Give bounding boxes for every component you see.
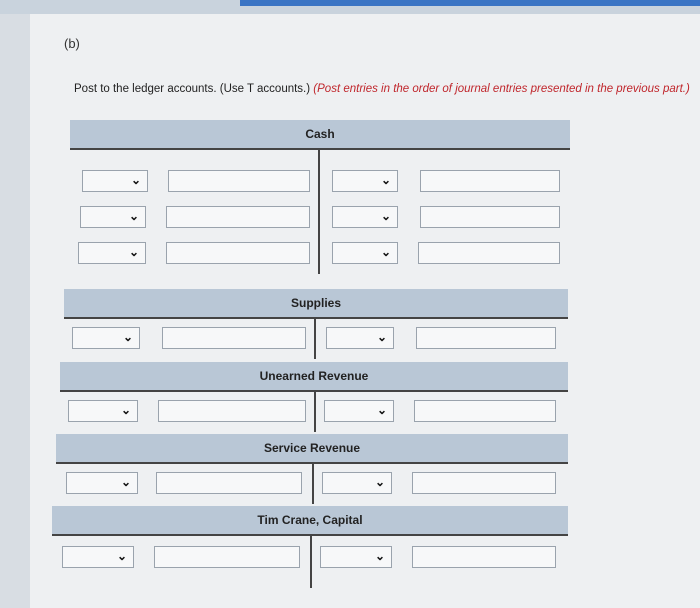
- chevron-down-icon: ⌄: [128, 209, 139, 223]
- t-account-title: Cash: [70, 120, 570, 150]
- chevron-down-icon: ⌄: [128, 245, 139, 259]
- credit-amount-input[interactable]: [420, 206, 560, 228]
- instructions: [74, 83, 690, 95]
- chevron-down-icon: ⌄: [380, 209, 391, 223]
- chevron-down-icon: ⌄: [120, 475, 131, 489]
- debit-amount-input[interactable]: [162, 327, 306, 349]
- chevron-down-icon: ⌄: [376, 403, 387, 417]
- t-account-title: Unearned Revenue: [60, 362, 568, 392]
- instruction-note: (Post entries in the order of journal entries presented in the previous part.): [313, 83, 690, 95]
- t-account-title: Service Revenue: [56, 434, 568, 464]
- instruction-main: Post to the ledger accounts. (Use T accounts.): [74, 83, 314, 95]
- debit-account-select[interactable]: [68, 400, 138, 422]
- credit-amount-input[interactable]: [414, 400, 556, 422]
- chevron-down-icon: ⌄: [376, 330, 387, 344]
- credit-account-select[interactable]: [332, 242, 398, 264]
- debit-amount-input[interactable]: [168, 170, 310, 192]
- t-account-service-revenue: [56, 434, 568, 504]
- t-account-supplies: [64, 289, 568, 359]
- t-account-tim-crane-capital: [52, 506, 568, 588]
- top-bar: [0, 0, 700, 14]
- top-accent: [240, 0, 700, 6]
- t-account-unearned-revenue: [60, 362, 568, 432]
- debit-amount-input[interactable]: [166, 242, 310, 264]
- debit-amount-input[interactable]: [166, 206, 310, 228]
- credit-account-select[interactable]: [320, 546, 392, 568]
- credit-account-select[interactable]: [326, 327, 394, 349]
- credit-amount-input[interactable]: [418, 242, 560, 264]
- credit-amount-input[interactable]: [420, 170, 560, 192]
- debit-account-select[interactable]: [78, 242, 146, 264]
- chevron-down-icon: ⌄: [380, 245, 391, 259]
- t-account-cash: [70, 120, 570, 274]
- debit-amount-input[interactable]: [156, 472, 302, 494]
- t-account-title: Tim Crane, Capital: [52, 506, 568, 536]
- debit-amount-input[interactable]: [158, 400, 306, 422]
- credit-amount-input[interactable]: [416, 327, 556, 349]
- chevron-down-icon: ⌄: [120, 403, 131, 417]
- credit-amount-input[interactable]: [412, 546, 556, 568]
- debit-account-select[interactable]: [72, 327, 140, 349]
- debit-account-select[interactable]: [80, 206, 146, 228]
- t-account-title: Supplies: [64, 289, 568, 319]
- credit-account-select[interactable]: [332, 170, 398, 192]
- chevron-down-icon: ⌄: [130, 173, 141, 187]
- credit-account-select[interactable]: [322, 472, 392, 494]
- debit-account-select[interactable]: [82, 170, 148, 192]
- chevron-down-icon: ⌄: [374, 475, 385, 489]
- credit-account-select[interactable]: [324, 400, 394, 422]
- chevron-down-icon: ⌄: [380, 173, 391, 187]
- chevron-down-icon: ⌄: [122, 330, 133, 344]
- debit-account-select[interactable]: [62, 546, 134, 568]
- debit-account-select[interactable]: [66, 472, 138, 494]
- credit-account-select[interactable]: [332, 206, 398, 228]
- chevron-down-icon: ⌄: [374, 549, 385, 563]
- credit-amount-input[interactable]: [412, 472, 556, 494]
- part-label: (b): [64, 36, 80, 51]
- chevron-down-icon: ⌄: [116, 549, 127, 563]
- debit-amount-input[interactable]: [154, 546, 300, 568]
